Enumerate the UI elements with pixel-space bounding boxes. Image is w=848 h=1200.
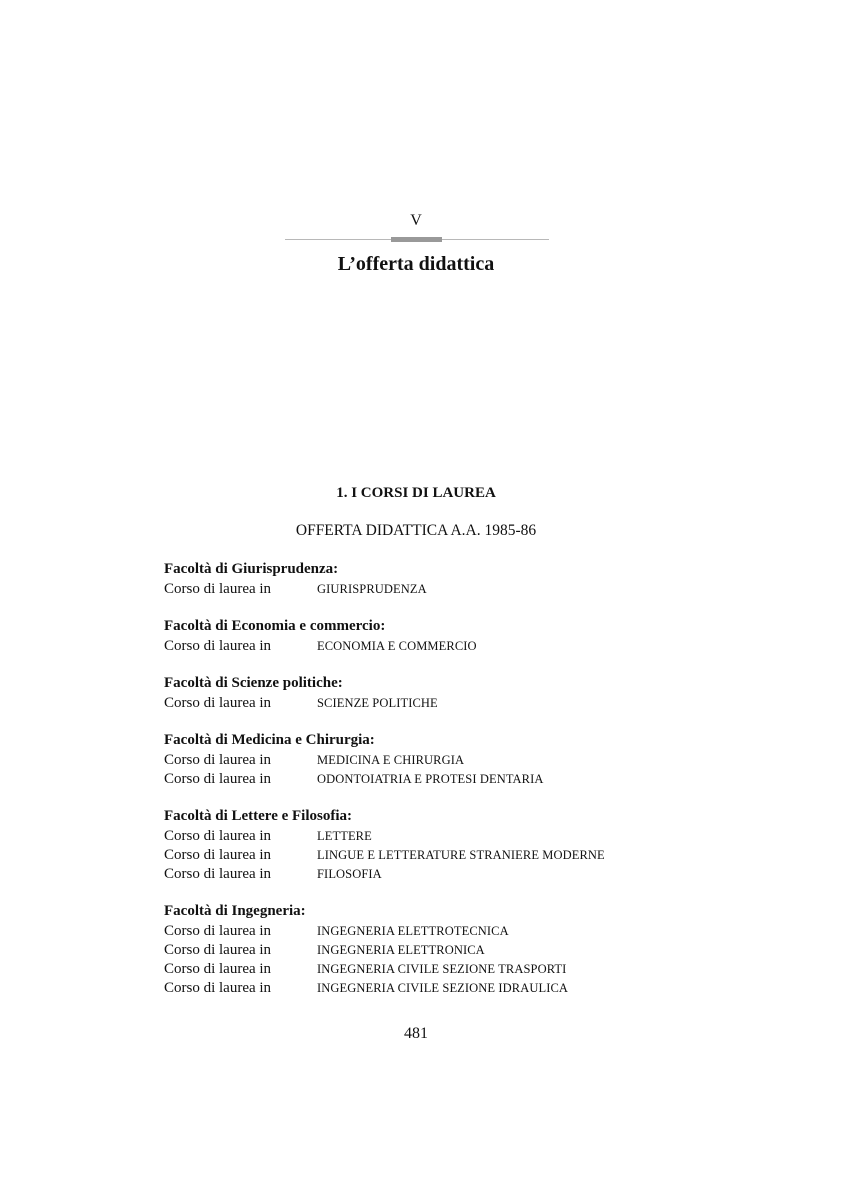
course-name: ODONTOIATRIA E PROTESI DENTARIA [317, 772, 544, 786]
course-row [164, 940, 684, 959]
faculty-name: Facoltà di Giurisprudenza: [164, 561, 339, 577]
course-name: INGEGNERIA CIVILE SEZIONE TRASPORTI [317, 962, 567, 976]
section-subtitle: OFFERTA DIDATTICA A.A. 1985-86 [295, 522, 537, 539]
course-prefix: Corso di laurea in [164, 638, 272, 654]
faculty-name: Facoltà di Economia e commercio: [164, 618, 386, 634]
course-name: FILOSOFIA [317, 867, 382, 881]
course-row [164, 636, 684, 655]
faculty-name: Facoltà di Lettere e Filosofia: [164, 808, 352, 824]
page-number: 481 [404, 1025, 428, 1042]
course-prefix: Corso di laurea in [164, 828, 272, 844]
course-row [164, 693, 684, 712]
course-name: INGEGNERIA ELETTRONICA [317, 943, 485, 957]
course-prefix: Corso di laurea in [164, 695, 272, 711]
faculty-block [164, 902, 684, 997]
course-row [164, 845, 684, 864]
faculty-list [164, 560, 684, 1016]
course-name: ECONOMIA E COMMERCIO [317, 639, 477, 653]
course-name: GIURISPRUDENZA [317, 582, 427, 596]
faculty-block [164, 731, 684, 788]
course-row [164, 826, 684, 845]
course-name: SCIENZE POLITICHE [317, 696, 438, 710]
course-row [164, 921, 684, 940]
faculty-block [164, 560, 684, 598]
faculty-block [164, 674, 684, 712]
course-prefix: Corso di laurea in [164, 771, 272, 787]
course-row [164, 959, 684, 978]
chapter-number: V [410, 212, 422, 229]
faculty-block [164, 807, 684, 883]
course-prefix: Corso di laurea in [164, 923, 272, 939]
course-prefix: Corso di laurea in [164, 980, 272, 996]
course-prefix: Corso di laurea in [164, 581, 272, 597]
course-prefix: Corso di laurea in [164, 847, 272, 863]
faculty-block [164, 617, 684, 655]
course-name: LETTERE [317, 829, 372, 843]
course-prefix: Corso di laurea in [164, 752, 272, 768]
faculty-name: Facoltà di Medicina e Chirurgia: [164, 732, 375, 748]
course-prefix: Corso di laurea in [164, 866, 272, 882]
faculty-name: Facoltà di Scienze politiche: [164, 675, 343, 691]
course-name: INGEGNERIA ELETTROTECNICA [317, 924, 509, 938]
course-name: MEDICINA E CHIRURGIA [317, 753, 465, 767]
course-name: INGEGNERIA CIVILE SEZIONE IDRAULICA [317, 981, 569, 995]
course-row [164, 978, 684, 997]
course-prefix: Corso di laurea in [164, 961, 272, 977]
chapter-divider-accent [391, 237, 442, 242]
course-row [164, 864, 684, 883]
section-title: 1. I CORSI DI LAUREA [336, 485, 496, 501]
course-row [164, 579, 684, 598]
course-prefix: Corso di laurea in [164, 942, 272, 958]
course-row [164, 769, 684, 788]
course-row [164, 750, 684, 769]
course-name: LINGUE E LETTERATURE STRANIERE MODERNE [317, 848, 605, 862]
faculty-name: Facoltà di Ingegneria: [164, 903, 306, 919]
chapter-title: L’offerta didattica [337, 253, 495, 275]
